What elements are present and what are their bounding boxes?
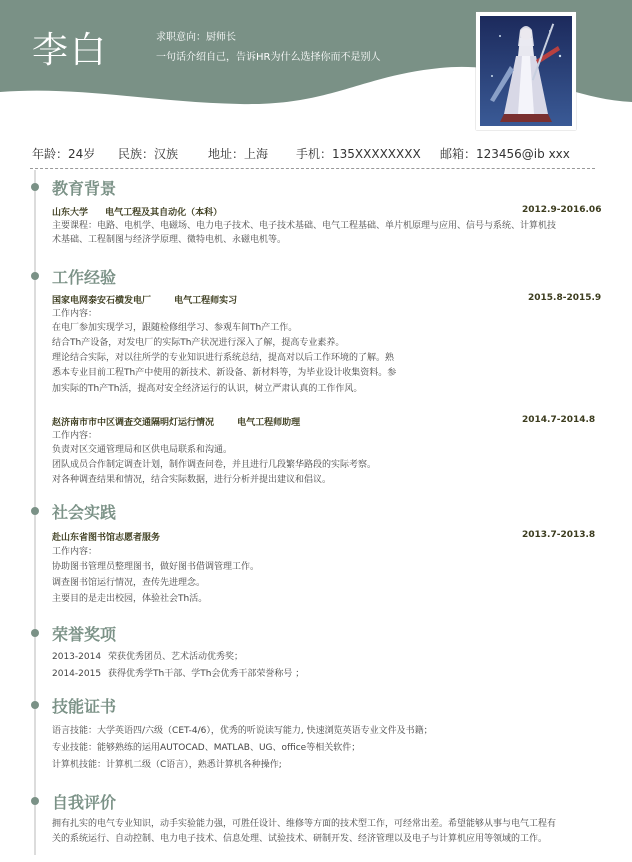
skill-line: 计算机技能：计算机二级（C语言），熟悉计算机各种操作; [52, 760, 282, 770]
info-phone: 手机：135XXXXXXXX [296, 147, 421, 161]
job-role: 电气工程师助理 [237, 418, 301, 428]
job-line: 团队成员合作制定调查计划，制作调查问卷，并且进行几段繁华路段的实际考察。 [52, 460, 377, 470]
social-line: 工作内容： [52, 547, 98, 557]
portrait-illustration-icon [480, 16, 572, 126]
section-title-education: 教育背景 [52, 179, 117, 198]
job-company: 国家电网泰安石横发电厂 [52, 296, 152, 306]
section-dot [31, 629, 39, 637]
section-dot [31, 272, 39, 280]
section-dot [31, 701, 39, 709]
honor-year: 2014-2015 [52, 669, 102, 679]
section-dot [31, 507, 39, 515]
skill-line: 语言技能：大学英语四/六级（CET-4/6），优秀的听说读写能力, 快速浏览英语专业文件及书籍； [52, 726, 433, 736]
honor-text: 获得优秀学Th干部、学Th会优秀干部荣誉称号 ； [108, 669, 305, 679]
job-intent: 求职意向：厨师长 [156, 32, 236, 43]
job-line: 工作内容： [52, 309, 98, 319]
education-line: 主要课程：电路、电机学、电磁场、电力电子技术、电子技术基础、电气工程基础、单片机原理与应用、信号与系统、计算机技 [52, 221, 557, 231]
honor-text: 荣获优秀团员、艺术活动优秀奖； [108, 652, 244, 662]
section-dot [31, 183, 39, 191]
job-header-row [52, 293, 237, 306]
job-line: 工作内容： [52, 431, 98, 441]
self-tagline: 一句话介绍自己，告诉HR为什么选择你而不是别人 [156, 52, 381, 63]
self-line: 拥有扎实的电气专业知识，动手实验能力强，可胜任设计、维修等方面的技术型工作，可经常出差。希望能够从事与电气工程有 [52, 819, 557, 829]
self-line: 关的系统运行、自动控制、电力电子技术、信息处理、试验技术、研制开发、经济管理以及电子与计算机应用等领域的工作。 [52, 834, 548, 844]
education-school-row [52, 205, 222, 218]
job-line: 在电厂参加实现学习，跟随检修组学习、参观车间Th产工作。 [52, 323, 298, 333]
education-date: 2012.9-2016.06 [522, 205, 602, 215]
job-role: 电气工程师实习 [174, 296, 238, 306]
social-line: 调查图书馆运行情况，查传先进理念。 [52, 578, 206, 588]
social-org: 赴山东省图书馆志愿者服务 [52, 533, 161, 543]
job-date: 2014.7-2014.8 [522, 415, 596, 425]
section-title-honors: 荣誉奖项 [52, 625, 117, 644]
profile-photo [476, 12, 576, 130]
social-line: 协助图书管理员整理图书，做好图书借调管理工作。 [52, 562, 260, 572]
job-line: 对各种调查结果和情况，结合实际数据，进行分析并提出建议和倡议。 [52, 475, 332, 485]
education-line: 术基础、工程制图与经济学原理、微特电机、永磁电机等。 [52, 235, 287, 245]
candidate-name: 李白 [32, 30, 109, 71]
section-title-skills: 技能证书 [52, 697, 117, 716]
social-date: 2013.7-2013.8 [522, 530, 596, 540]
education-school: 山东大学 [52, 208, 89, 218]
job-line: 悉本专业目前工程Th产中使用的新技术、新设备、新材料等，为毕业设计收集资料。参 [52, 368, 397, 378]
info-ethnicity: 民族：汉族 [118, 147, 179, 161]
education-major: 电气工程及其自动化（本科） [105, 208, 223, 218]
section-title-social: 社会实践 [52, 503, 117, 522]
info-email: 邮箱：123456@ib xxx [440, 147, 570, 161]
divider [30, 168, 595, 169]
section-title-work: 工作经验 [52, 268, 117, 287]
section-title-self: 自我评价 [52, 793, 117, 812]
info-address: 地址：上海 [208, 147, 269, 161]
social-line: 主要目的是走出校园，体验社会Th活。 [52, 594, 208, 604]
info-age: 年龄：24岁 [32, 147, 96, 161]
section-dot [31, 797, 39, 805]
honor-year: 2013-2014 [52, 652, 102, 662]
job-line: 结合Th产设备，对发电厂的实际Th产状况进行深入了解，提高专业素养。 [52, 338, 345, 348]
job-line: 负责对区交通管理局和区供电局联系和沟通。 [52, 445, 233, 455]
job-company: 赵济南市市中区调查交通隔明灯运行情况 [52, 418, 215, 428]
job-line: 理论结合实际，对以往所学的专业知识进行系统总结，提高对以后工作环境的了解。熟 [52, 353, 395, 363]
job-date: 2015.8-2015.9 [528, 293, 602, 303]
skill-line: 专业技能：能够熟练的运用AUTOCAD、MATLAB、UG、office等相关软件； [52, 743, 361, 753]
job-header-row [52, 415, 300, 428]
job-line: 加实际的Th产Th活，提高对安全经济运行的认识，树立严肃认真的工作作风。 [52, 384, 363, 394]
